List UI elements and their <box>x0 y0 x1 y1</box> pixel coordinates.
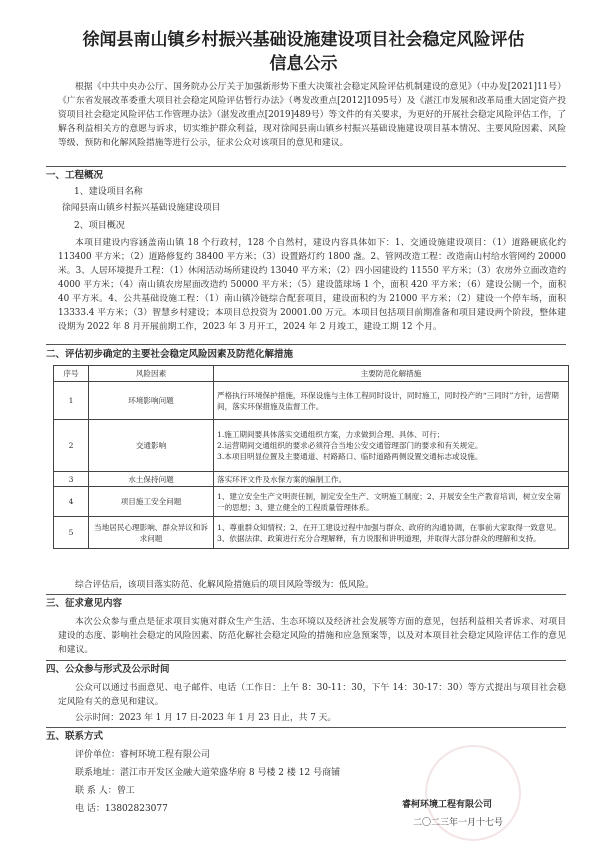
row-measures <box>214 487 569 517</box>
measure-line: 3.本项目明显位置及主要通道、村路路口、临时道路两侧设置交通标志或设施。 <box>217 452 483 461</box>
measure-line: 严格执行环境保护措施，环保设施与主体工程同时设计，同时施工，同时投产的“三同时”方针，运营期间，落实环保措施及监督工作。 <box>217 390 559 411</box>
contact-person: 联 系 人：曾工 <box>75 786 135 796</box>
row-measures <box>214 517 569 549</box>
contact-phone: 电 话：13802823077 <box>75 804 168 814</box>
section-divider <box>46 660 566 661</box>
contact-unit: 评价单位：睿柯环境工程有限公司 <box>75 750 211 760</box>
row-factor: 当地居民心理影响、群众异议和诉求问题 <box>89 517 214 549</box>
project-name: 徐闻县南山镇乡村振兴基础设施建设项目 <box>62 203 221 213</box>
document-title <box>40 28 567 76</box>
section-4-heading: 四、公众参与形式及公示时间 <box>46 664 170 675</box>
intro-paragraph: 根据《中共中央办公厅、国务院办公厅关于加强新形势下重大决策社会稳定风险评估机制建设的意见》（中办发[2021]11号）《广东省发展改革委重大项目社会稳定风险评估暂行办法》（粤发改重点[2012]1095号）及《湛江市发展和改革局重大固定资产投资项目社会稳定风险评估工作管理办法》（湛发改重点[2019]489号）等文件的有关要求，为更好的开展社会稳定风险评估工作，了解各利益相关方的意愿与诉求，切实维护群众利益，现对徐闻县南山镇乡村振兴基础设施建设项目基本情况、主要风险因素、风险等级、预防和化解风险措施等进行公示，征求公众对该项目的意见和建议。 <box>58 82 566 148</box>
signature-organization: 睿柯环境工程有限公司 <box>402 800 493 810</box>
project-overview: 本项目建设内容涵盖南山镇 18 个行政村，128 个自然村，建设内容具体如下：1、交通设施建设项目：（1）道路硬底化约 113400 平方米；（2）道路修复约 38400 平方米；（3）设置路灯约 1800 盏。2、管网改造工程：改造南山村给水管网约 20000 米。3、人居环境提升工程：（1）休闲活动场所建设约 13040 平方米；（2）四小园建设约 11550 平方米；（3）农房外立面改造约 4000 平方米；（4）南山镇农房屋面改造约 50000 平方米；（5）建设篮球场 1 个，面积 420 平方米；（6）建设公厕一个，面积 40 平方米。4、公共基础设施工程：（1）南山镇冷链综合配套项目，建设面积约为 21000 平方米；（2）建设一个停车场，面积 13333.4 平方米；（3）智慧乡村建设；本项目总投资为 20001.00 万元。本项目包括项目前期准备和项目建设两个阶段，整体建设期为 2022 年 8 月开展前期工作，2023 年 3 月开工，2024 年 2 月竣工，建设工期 12 个月。 <box>58 238 566 332</box>
row-measures <box>214 382 569 420</box>
row-no: 3 <box>54 472 89 487</box>
row-no: 5 <box>54 517 89 549</box>
title-line-1: 徐闻县南山镇乡村振兴基础设施建设项目社会稳定风险评估 <box>82 30 525 50</box>
row-measures <box>214 472 569 487</box>
table-row <box>54 487 569 517</box>
row-factor: 环境影响问题 <box>89 382 214 420</box>
table-row <box>54 472 569 487</box>
measure-line: 落实环评文件及水保方案的编制工作。 <box>217 474 347 484</box>
section-4-body: 公众可以通过书面意见、电子邮件、电话（工作日：上午 8：30-11：30，下午 14：30-17：30）等方式提出与项目社会稳定风险有关的意见和建议。 <box>58 683 566 707</box>
header-measures: 主要防范化解措施 <box>214 366 569 382</box>
subsection-1-1: 1、建设项目名称 <box>74 187 143 197</box>
section-1-heading: 一、工程概况 <box>46 170 104 181</box>
header-no: 序号 <box>54 366 89 382</box>
measure-line: 1、尊重群众知情权；2、在开工建设过程中加强与群众、政府的沟通协调，在事前大家取得一致意见。3、依据法律、政策进行充分合理解释，有力说服和讲明道理，并取得大部分群众的理解和支持。 <box>217 522 561 543</box>
risk-summary: 综合评估后，该项目落实防范、化解风险措施后的项目风险等级为：低风险。 <box>75 580 375 590</box>
title-line-2: 信息公示 <box>269 54 338 74</box>
section-divider <box>46 727 566 728</box>
row-no: 4 <box>54 487 89 517</box>
section-3-heading: 三、征求意见内容 <box>46 598 123 609</box>
contact-address: 联系地址：湛江市开发区金融大道荣盛华府 8 号楼 2 楼 12 号商铺 <box>75 768 341 778</box>
row-factor: 交通影响 <box>89 420 214 472</box>
row-factor: 项目施工安全问题 <box>89 487 214 517</box>
table-row <box>54 420 569 472</box>
measure-line: 2.运营期间交通组织的要求必须符合当地公安交通管理部门的要求和有关规定。 <box>217 441 483 450</box>
subsection-1-2: 2、项目概况 <box>74 221 125 231</box>
measure-line: 1.施工期间要具体落实交通组织方案，力求做到合理、具体、可行； <box>217 430 445 439</box>
signature-date: 二〇二三年一月十七号 <box>413 818 504 828</box>
section-5-heading: 五、联系方式 <box>46 731 104 742</box>
section-divider <box>46 166 566 167</box>
measure-line: 1、建立安全生产文明责任制，制定安全生产、文明施工制度；2、开展安全生产教育培训，树立安全第一的思想；3、建立健全的工程质量管理体系。 <box>217 491 561 512</box>
row-factor: 水土保持问题 <box>89 472 214 487</box>
table-row <box>54 517 569 549</box>
risk-table <box>53 365 569 549</box>
row-measures <box>214 420 569 472</box>
section-3-body: 本次公众参与重点是征求项目实施对群众生产生活、生态环境以及经济社会发展等方面的意见，包括利益相关者诉求、对项目建设的态度、影响社会稳定的风险因素、防范化解社会稳定风险的措施和应急预案等，以及对本项目社会稳定风险评估工作的意见和建议。 <box>58 617 566 655</box>
section-divider <box>46 344 566 345</box>
header-factor: 风险因素 <box>89 366 214 382</box>
row-no: 1 <box>54 382 89 420</box>
row-no: 2 <box>54 420 89 472</box>
public-notice-period: 公示时间：2023 年 1 月 17 日-2023 年 1 月 23 日止，共 7 天。 <box>75 713 337 723</box>
section-2-heading: 二、评估初步确定的主要社会稳定风险因素及防范化解措施 <box>46 349 294 360</box>
table-header-row <box>54 366 569 382</box>
table-row <box>54 382 569 420</box>
section-divider <box>46 594 566 595</box>
